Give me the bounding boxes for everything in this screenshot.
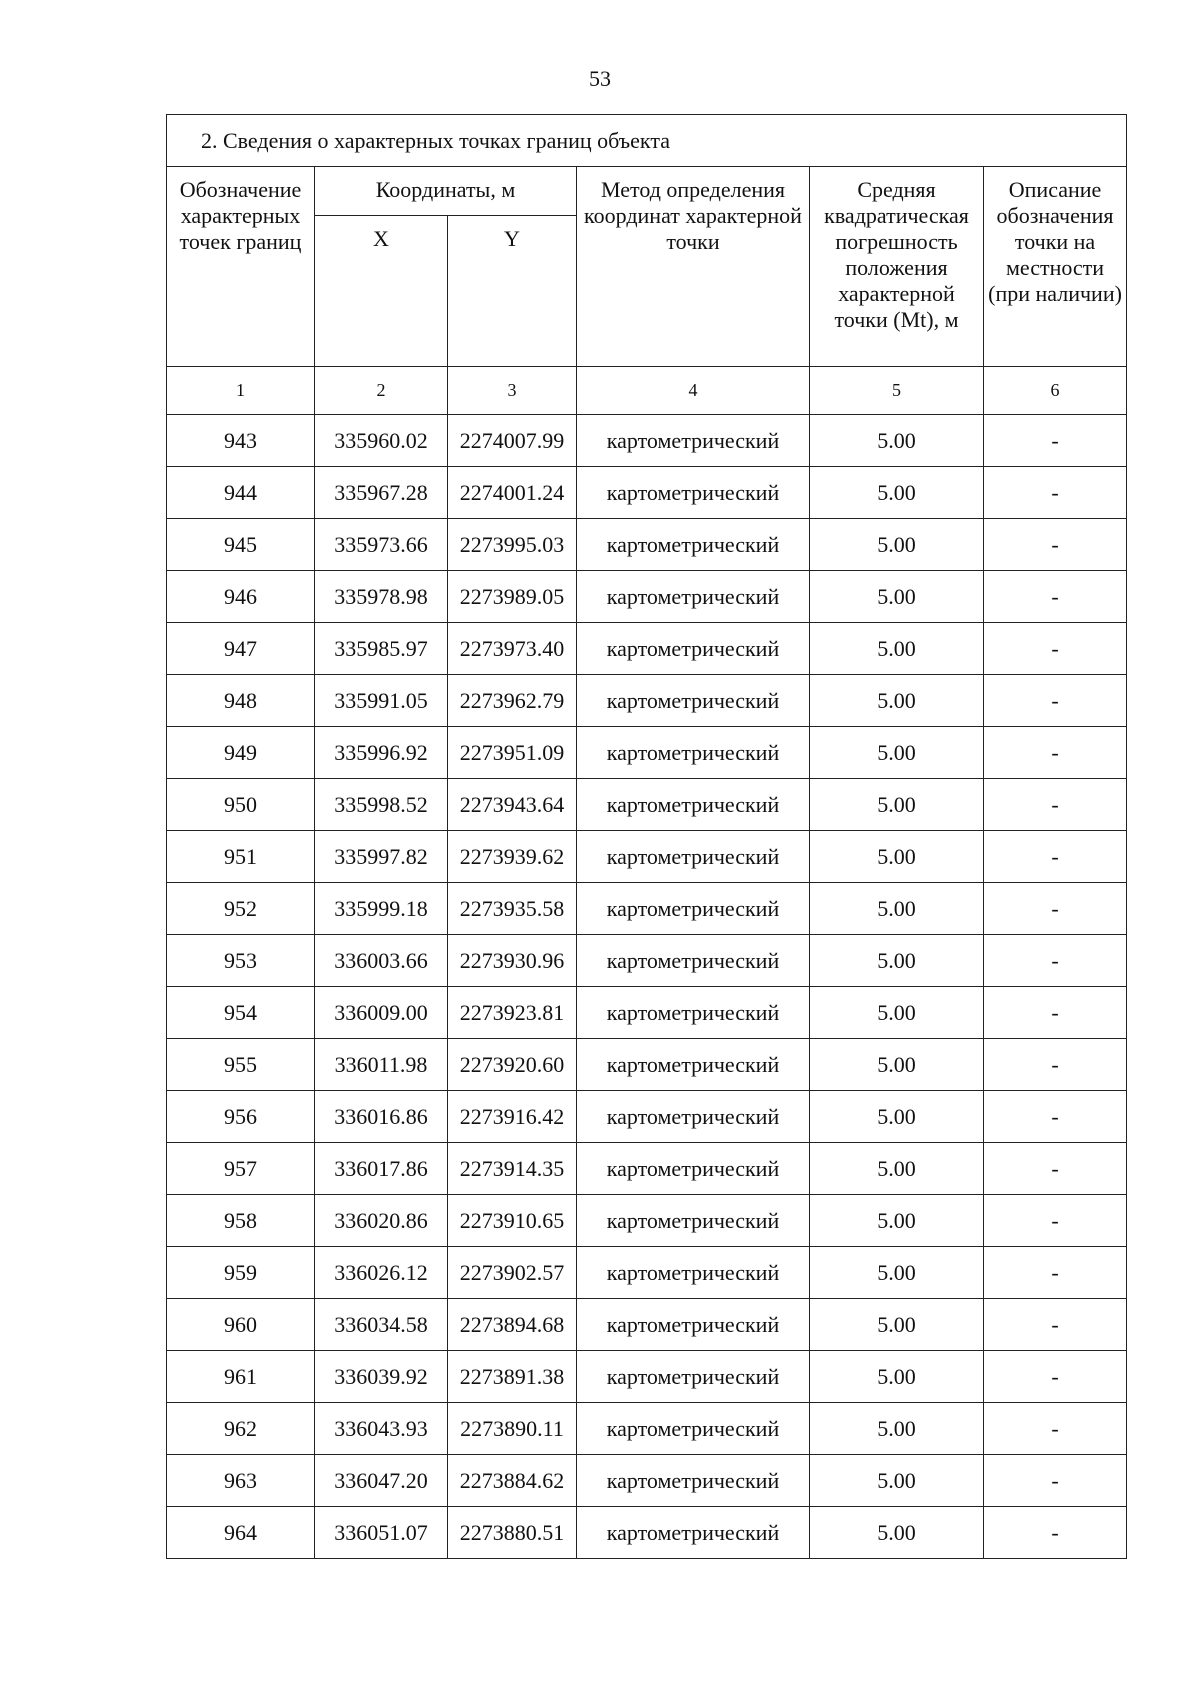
description-cell: - bbox=[984, 1299, 1127, 1351]
point-id-cell: 956 bbox=[167, 1091, 315, 1143]
table-row bbox=[167, 727, 1127, 779]
table-header bbox=[167, 115, 1127, 415]
description-cell: - bbox=[984, 1091, 1127, 1143]
description-cell: - bbox=[984, 883, 1127, 935]
point-id-cell: 946 bbox=[167, 571, 315, 623]
y-coordinate-cell: 2273880.51 bbox=[448, 1507, 577, 1559]
x-coordinate-cell: 336039.92 bbox=[315, 1351, 448, 1403]
column-number: 5 bbox=[810, 367, 984, 415]
description-cell: - bbox=[984, 1195, 1127, 1247]
error-cell: 5.00 bbox=[810, 467, 984, 519]
point-id-cell: 961 bbox=[167, 1351, 315, 1403]
x-coordinate-cell: 336047.20 bbox=[315, 1455, 448, 1507]
point-id-cell: 945 bbox=[167, 519, 315, 571]
table-row bbox=[167, 1455, 1127, 1507]
table-row bbox=[167, 519, 1127, 571]
table-row bbox=[167, 831, 1127, 883]
x-coordinate-cell: 336034.58 bbox=[315, 1299, 448, 1351]
error-cell: 5.00 bbox=[810, 987, 984, 1039]
error-cell: 5.00 bbox=[810, 1195, 984, 1247]
table-row bbox=[167, 623, 1127, 675]
method-cell: картометрический bbox=[577, 935, 810, 987]
point-id-cell: 954 bbox=[167, 987, 315, 1039]
y-coordinate-cell: 2273951.09 bbox=[448, 727, 577, 779]
x-coordinate-cell: 336016.86 bbox=[315, 1091, 448, 1143]
x-coordinate-cell: 335999.18 bbox=[315, 883, 448, 935]
table-row bbox=[167, 1091, 1127, 1143]
point-id-cell: 953 bbox=[167, 935, 315, 987]
description-cell: - bbox=[984, 1455, 1127, 1507]
y-coordinate-cell: 2273989.05 bbox=[448, 571, 577, 623]
x-coordinate-cell: 336051.07 bbox=[315, 1507, 448, 1559]
method-cell: картометрический bbox=[577, 1351, 810, 1403]
y-coordinate-cell: 2274007.99 bbox=[448, 415, 577, 467]
error-cell: 5.00 bbox=[810, 1299, 984, 1351]
y-coordinate-cell: 2273962.79 bbox=[448, 675, 577, 727]
x-coordinate-cell: 335991.05 bbox=[315, 675, 448, 727]
table-body bbox=[167, 415, 1127, 1559]
x-coordinate-cell: 336026.12 bbox=[315, 1247, 448, 1299]
method-cell: картометрический bbox=[577, 1195, 810, 1247]
point-id-cell: 947 bbox=[167, 623, 315, 675]
x-coordinate-cell: 336017.86 bbox=[315, 1143, 448, 1195]
header-coordinates: Координаты, м bbox=[315, 167, 577, 216]
table-row bbox=[167, 467, 1127, 519]
y-coordinate-cell: 2273894.68 bbox=[448, 1299, 577, 1351]
x-coordinate-cell: 335973.66 bbox=[315, 519, 448, 571]
description-cell: - bbox=[984, 415, 1127, 467]
x-coordinate-cell: 335978.98 bbox=[315, 571, 448, 623]
point-id-cell: 948 bbox=[167, 675, 315, 727]
table-row bbox=[167, 1299, 1127, 1351]
table-row bbox=[167, 883, 1127, 935]
method-cell: картометрический bbox=[577, 727, 810, 779]
table-row bbox=[167, 1507, 1127, 1559]
x-coordinate-cell: 335996.92 bbox=[315, 727, 448, 779]
method-cell: картометрический bbox=[577, 467, 810, 519]
method-cell: картометрический bbox=[577, 1455, 810, 1507]
y-coordinate-cell: 2273973.40 bbox=[448, 623, 577, 675]
y-coordinate-cell: 2274001.24 bbox=[448, 467, 577, 519]
x-coordinate-cell: 335960.02 bbox=[315, 415, 448, 467]
column-number: 3 bbox=[448, 367, 577, 415]
error-cell: 5.00 bbox=[810, 1091, 984, 1143]
method-cell: картометрический bbox=[577, 623, 810, 675]
point-id-cell: 943 bbox=[167, 415, 315, 467]
description-cell: - bbox=[984, 831, 1127, 883]
method-cell: картометрический bbox=[577, 883, 810, 935]
y-coordinate-cell: 2273920.60 bbox=[448, 1039, 577, 1091]
column-number: 4 bbox=[577, 367, 810, 415]
table-row bbox=[167, 571, 1127, 623]
y-coordinate-cell: 2273890.11 bbox=[448, 1403, 577, 1455]
point-id-cell: 957 bbox=[167, 1143, 315, 1195]
y-coordinate-cell: 2273914.35 bbox=[448, 1143, 577, 1195]
error-cell: 5.00 bbox=[810, 675, 984, 727]
error-cell: 5.00 bbox=[810, 571, 984, 623]
point-id-cell: 960 bbox=[167, 1299, 315, 1351]
x-coordinate-cell: 336009.00 bbox=[315, 987, 448, 1039]
error-cell: 5.00 bbox=[810, 519, 984, 571]
x-coordinate-cell: 335997.82 bbox=[315, 831, 448, 883]
error-cell: 5.00 bbox=[810, 1351, 984, 1403]
y-coordinate-cell: 2273891.38 bbox=[448, 1351, 577, 1403]
table-row bbox=[167, 675, 1127, 727]
x-coordinate-cell: 336003.66 bbox=[315, 935, 448, 987]
header-y: Y bbox=[448, 216, 577, 367]
header-description: Описание обозначения точки на местности (при наличии) bbox=[984, 167, 1127, 367]
column-number: 1 bbox=[167, 367, 315, 415]
point-id-cell: 964 bbox=[167, 1507, 315, 1559]
y-coordinate-cell: 2273923.81 bbox=[448, 987, 577, 1039]
description-cell: - bbox=[984, 1143, 1127, 1195]
y-coordinate-cell: 2273884.62 bbox=[448, 1455, 577, 1507]
table-row bbox=[167, 1143, 1127, 1195]
point-id-cell: 951 bbox=[167, 831, 315, 883]
table-row bbox=[167, 415, 1127, 467]
method-cell: картометрический bbox=[577, 571, 810, 623]
error-cell: 5.00 bbox=[810, 1507, 984, 1559]
description-cell: - bbox=[984, 1247, 1127, 1299]
table-row bbox=[167, 1039, 1127, 1091]
description-cell: - bbox=[984, 519, 1127, 571]
page-number: 53 bbox=[589, 66, 611, 91]
point-id-cell: 959 bbox=[167, 1247, 315, 1299]
description-cell: - bbox=[984, 623, 1127, 675]
error-cell: 5.00 bbox=[810, 623, 984, 675]
x-coordinate-cell: 336043.93 bbox=[315, 1403, 448, 1455]
header-x: X bbox=[315, 216, 448, 367]
method-cell: картометрический bbox=[577, 1039, 810, 1091]
x-coordinate-cell: 335967.28 bbox=[315, 467, 448, 519]
column-number-row bbox=[167, 367, 1127, 415]
point-id-cell: 963 bbox=[167, 1455, 315, 1507]
method-cell: картометрический bbox=[577, 675, 810, 727]
error-cell: 5.00 bbox=[810, 935, 984, 987]
x-coordinate-cell: 336020.86 bbox=[315, 1195, 448, 1247]
description-cell: - bbox=[984, 935, 1127, 987]
point-id-cell: 950 bbox=[167, 779, 315, 831]
point-id-cell: 949 bbox=[167, 727, 315, 779]
description-cell: - bbox=[984, 1403, 1127, 1455]
method-cell: картометрический bbox=[577, 1299, 810, 1351]
error-cell: 5.00 bbox=[810, 1143, 984, 1195]
description-cell: - bbox=[984, 987, 1127, 1039]
header-designation: Обозначение характерных точек границ bbox=[167, 167, 315, 367]
point-id-cell: 955 bbox=[167, 1039, 315, 1091]
table-row bbox=[167, 1247, 1127, 1299]
method-cell: картометрический bbox=[577, 1403, 810, 1455]
error-cell: 5.00 bbox=[810, 415, 984, 467]
description-cell: - bbox=[984, 675, 1127, 727]
method-cell: картометрический bbox=[577, 1507, 810, 1559]
y-coordinate-cell: 2273902.57 bbox=[448, 1247, 577, 1299]
y-coordinate-cell: 2273939.62 bbox=[448, 831, 577, 883]
error-cell: 5.00 bbox=[810, 1247, 984, 1299]
method-cell: картометрический bbox=[577, 415, 810, 467]
method-cell: картометрический bbox=[577, 1091, 810, 1143]
y-coordinate-cell: 2273943.64 bbox=[448, 779, 577, 831]
description-cell: - bbox=[984, 1039, 1127, 1091]
x-coordinate-cell: 336011.98 bbox=[315, 1039, 448, 1091]
method-cell: картометрический bbox=[577, 519, 810, 571]
description-cell: - bbox=[984, 467, 1127, 519]
method-cell: картометрический bbox=[577, 779, 810, 831]
error-cell: 5.00 bbox=[810, 883, 984, 935]
point-id-cell: 952 bbox=[167, 883, 315, 935]
table-row bbox=[167, 1195, 1127, 1247]
description-cell: - bbox=[984, 1507, 1127, 1559]
boundary-points-table bbox=[166, 114, 1127, 1559]
error-cell: 5.00 bbox=[810, 727, 984, 779]
table-row bbox=[167, 779, 1127, 831]
y-coordinate-cell: 2273995.03 bbox=[448, 519, 577, 571]
method-cell: картометрический bbox=[577, 1247, 810, 1299]
table-row bbox=[167, 1351, 1127, 1403]
table-row bbox=[167, 987, 1127, 1039]
method-cell: картометрический bbox=[577, 1143, 810, 1195]
column-number: 2 bbox=[315, 367, 448, 415]
x-coordinate-cell: 335998.52 bbox=[315, 779, 448, 831]
error-cell: 5.00 bbox=[810, 1403, 984, 1455]
method-cell: картометрический bbox=[577, 831, 810, 883]
point-id-cell: 962 bbox=[167, 1403, 315, 1455]
table-row bbox=[167, 1403, 1127, 1455]
table-row bbox=[167, 935, 1127, 987]
header-method: Метод определения координат характерной точки bbox=[577, 167, 810, 367]
x-coordinate-cell: 335985.97 bbox=[315, 623, 448, 675]
error-cell: 5.00 bbox=[810, 779, 984, 831]
method-cell: картометрический bbox=[577, 987, 810, 1039]
error-cell: 5.00 bbox=[810, 831, 984, 883]
description-cell: - bbox=[984, 1351, 1127, 1403]
y-coordinate-cell: 2273910.65 bbox=[448, 1195, 577, 1247]
y-coordinate-cell: 2273935.58 bbox=[448, 883, 577, 935]
column-number: 6 bbox=[984, 367, 1127, 415]
error-cell: 5.00 bbox=[810, 1455, 984, 1507]
point-id-cell: 944 bbox=[167, 467, 315, 519]
section-title: 2. Сведения о характерных точках границ объекта bbox=[167, 115, 1127, 167]
description-cell: - bbox=[984, 779, 1127, 831]
point-id-cell: 958 bbox=[167, 1195, 315, 1247]
description-cell: - bbox=[984, 727, 1127, 779]
header-error: Средняя квадратическая погрешность положения характерной точки (Mt), м bbox=[810, 167, 984, 367]
y-coordinate-cell: 2273930.96 bbox=[448, 935, 577, 987]
y-coordinate-cell: 2273916.42 bbox=[448, 1091, 577, 1143]
error-cell: 5.00 bbox=[810, 1039, 984, 1091]
description-cell: - bbox=[984, 571, 1127, 623]
